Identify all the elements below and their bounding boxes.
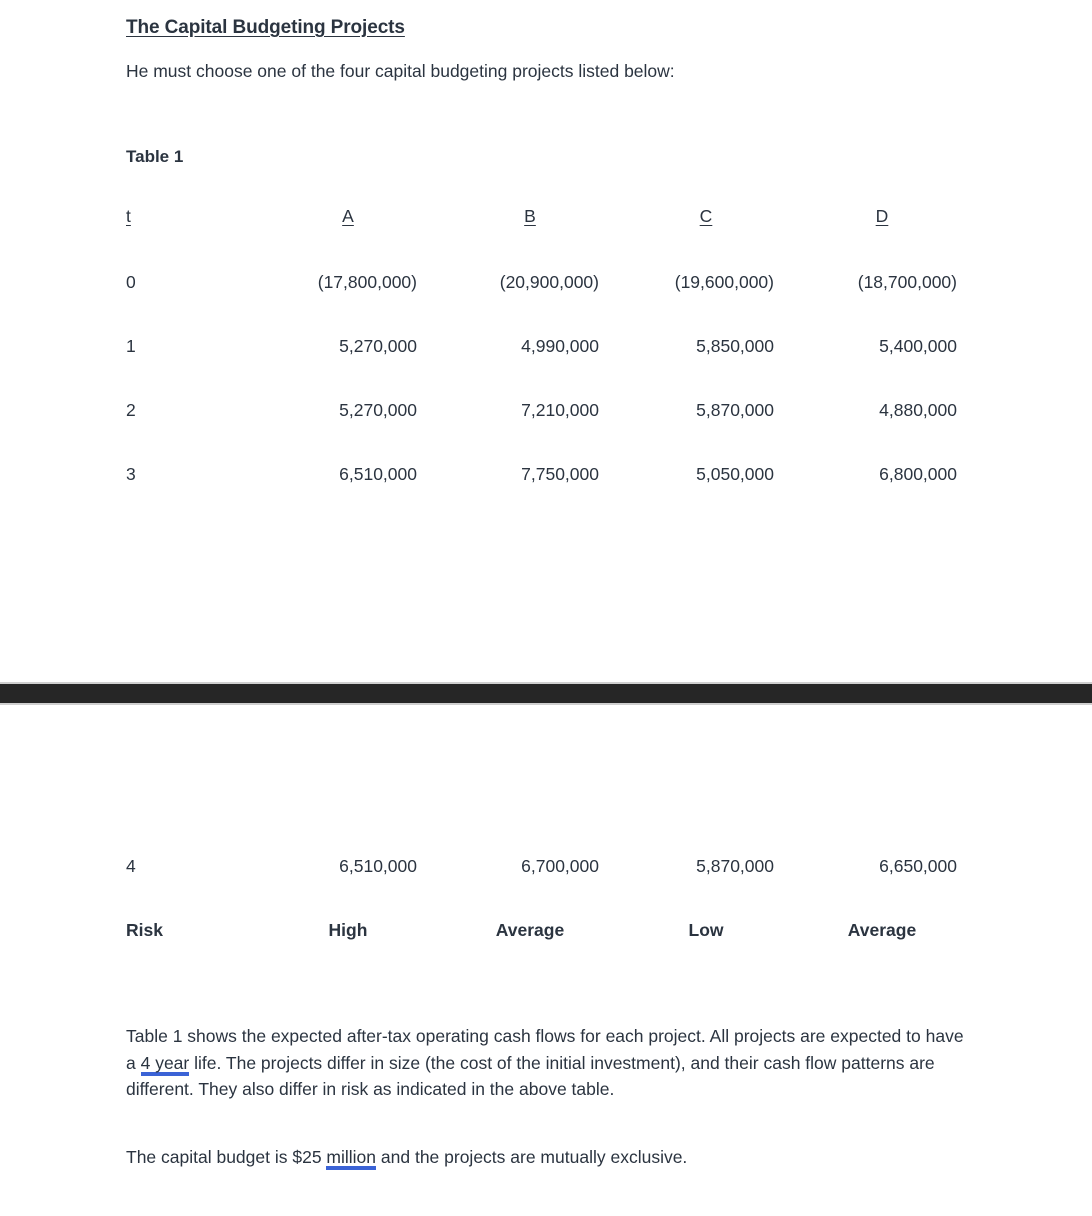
paragraph-2-segment-1: The capital budget is $25: [126, 1147, 327, 1167]
row-period-label: 1: [126, 336, 136, 356]
cell-project-d: 4,880,000: [879, 400, 957, 420]
row-period-label: 0: [126, 272, 136, 292]
cell-project-a: 5,270,000: [339, 400, 417, 420]
paragraph-1-segment-1: Table 1 shows the expected after-tax operating cash flows for each project. All projects are expected to have a: [126, 1026, 964, 1073]
cell-project-b: (20,900,000): [499, 272, 599, 292]
intro-paragraph: He must choose one of the four capital budgeting projects listed below:: [126, 61, 675, 81]
risk-project-d: Average: [847, 920, 917, 940]
page-break-separator: [0, 682, 1092, 705]
body-paragraph-2: [126, 1144, 966, 1171]
column-header-t: t: [126, 206, 131, 226]
table-caption: Table 1: [126, 147, 184, 166]
paragraph-1-segment-2: life. The projects differ in size (the cost of the initial investment), and their cash flow patterns are different. They also differ in risk as indicated in the above table.: [126, 1052, 935, 1099]
grammar-flagged-phrase[interactable]: 4 year: [141, 1053, 190, 1076]
risk-project-a: High: [328, 920, 368, 940]
cell-project-a: 6,510,000: [339, 856, 417, 876]
table-header-row: [0, 208, 1092, 272]
cell-project-b: 7,210,000: [521, 400, 599, 420]
table-row: [0, 338, 1092, 402]
cell-project-d: (18,700,000): [857, 272, 957, 292]
cell-project-a: (17,800,000): [317, 272, 417, 292]
cell-project-d: 5,400,000: [879, 336, 957, 356]
table-row: [0, 858, 1092, 922]
row-period-label: 2: [126, 400, 136, 420]
table-risk-row: [0, 922, 1092, 986]
risk-project-c: Low: [688, 920, 724, 940]
grammar-flagged-word[interactable]: million: [326, 1147, 376, 1170]
column-header-c: C: [699, 206, 713, 226]
column-header-d: D: [875, 206, 889, 226]
cell-project-d: 6,800,000: [879, 464, 957, 484]
column-header-a: A: [342, 206, 354, 226]
page-title: The Capital Budgeting Projects: [126, 17, 405, 38]
cell-project-c: 5,870,000: [696, 400, 774, 420]
table-row: [0, 466, 1092, 530]
cell-project-c: 5,050,000: [696, 464, 774, 484]
cell-project-c: 5,870,000: [696, 856, 774, 876]
paragraph-2-segment-2: and the projects are mutually exclusive.: [376, 1147, 688, 1167]
cell-project-b: 4,990,000: [521, 336, 599, 356]
cell-project-d: 6,650,000: [879, 856, 957, 876]
row-period-label: 4: [126, 856, 136, 876]
column-header-b: B: [524, 206, 536, 226]
body-paragraph-1: [126, 1023, 966, 1103]
risk-row-label: Risk: [126, 920, 163, 940]
cell-project-b: 6,700,000: [521, 856, 599, 876]
row-period-label: 3: [126, 464, 136, 484]
table-row: [0, 402, 1092, 466]
table-row: [0, 274, 1092, 338]
cell-project-c: (19,600,000): [674, 272, 774, 292]
risk-project-b: Average: [495, 920, 565, 940]
cell-project-a: 5,270,000: [339, 336, 417, 356]
cell-project-c: 5,850,000: [696, 336, 774, 356]
cell-project-a: 6,510,000: [339, 464, 417, 484]
cell-project-b: 7,750,000: [521, 464, 599, 484]
